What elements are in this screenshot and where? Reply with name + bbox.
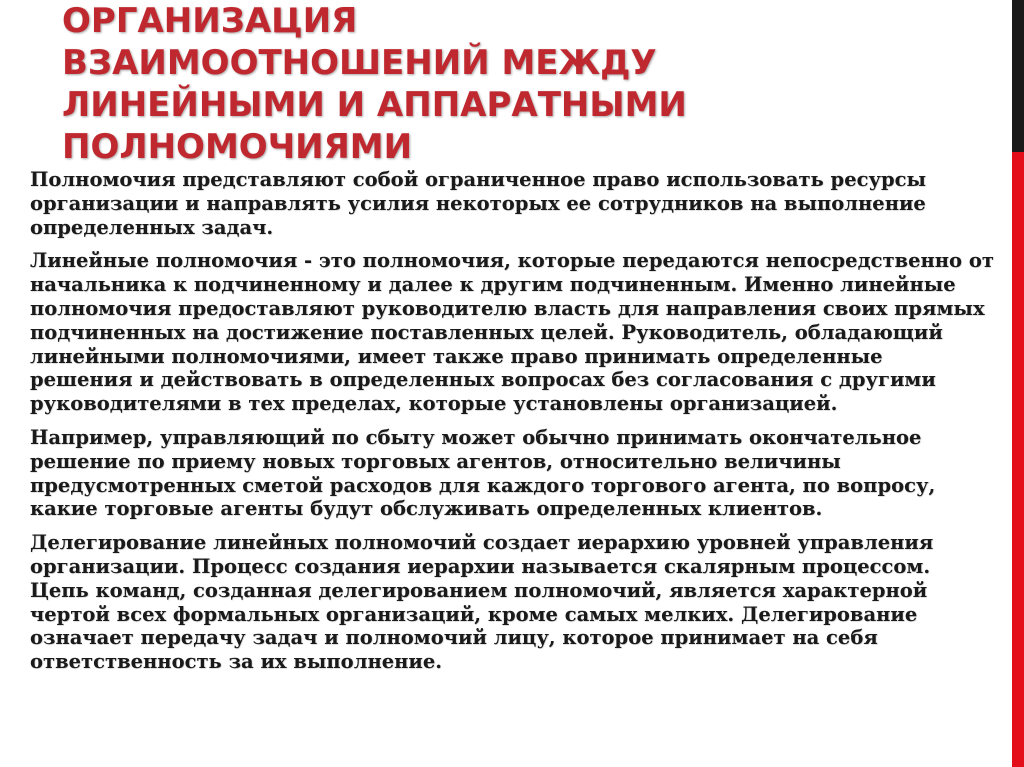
text-line: организации. Процесс создания иерархии называется скалярным процессом.: [30, 554, 931, 578]
text-line: полномочия предоставляют руководителю власть для направления своих прямых: [30, 296, 985, 320]
text-line: подчиненных на достижение поставленных целей. Руководитель, обладающий: [30, 320, 943, 344]
paragraph-example: [30, 426, 990, 521]
paragraph-delegation: [30, 531, 990, 674]
text-line: руководителями в тех пределах, которые установлены организацией.: [30, 392, 838, 416]
text-line: ответственность за их выполнение.: [30, 650, 443, 674]
paragraph-authority-definition: [30, 168, 990, 239]
title-line: ЛИНЕЙНЫМИ И АППАРАТНЫМИ: [62, 85, 687, 125]
text-line: Делегирование линейных полномочий создает иерархию уровней управления: [30, 531, 934, 555]
text-line: Цепь команд, созданная делегированием полномочий, является характерной: [30, 578, 928, 602]
text-line: предусмотренных сметой расходов для каждого торгового агента, по вопросу,: [30, 473, 936, 497]
text-line: организации и направлять усилия некоторых ее сотрудников на выполнение: [30, 191, 926, 215]
text-line: решение по приему новых торговых агентов, относительно величины: [30, 449, 841, 473]
title-line: ВЗАИМООТНОШЕНИЙ МЕЖДУ: [62, 43, 657, 83]
text-line: какие торговые агенты будут обслуживать определенных клиентов.: [30, 497, 823, 521]
text-line: Линейные полномочия - это полномочия, которые передаются непосредственно от: [30, 249, 994, 273]
text-line: решения и действовать в определенных вопросах без согласования с другими: [30, 368, 936, 392]
slide-body: [30, 168, 994, 684]
text-line: начальника к подчиненному и далее к другим подчиненным. Именно линейные: [30, 273, 956, 297]
slide-title: [62, 0, 962, 168]
title-line: ОРГАНИЗАЦИЯ: [62, 1, 358, 41]
text-line: Например, управляющий по сбыту может обычно принимать окончательное: [30, 425, 922, 449]
text-line: означает передачу задач и полномочий лицу, которое принимает на себя: [30, 626, 878, 650]
text-line: чертой всех формальных организаций, кроме самых мелких. Делегирование: [30, 602, 918, 626]
text-line: Полномочия представляют собой ограниченное право использовать ресурсы: [30, 168, 927, 191]
text-line: линейными полномочиями, имеет также право принимать определенные: [30, 344, 883, 368]
accent-bar: [1009, 0, 1024, 767]
title-line: ПОЛНОМОЧИЯМИ: [62, 127, 413, 167]
paragraph-line-authority: [30, 249, 994, 416]
text-line: определенных задач.: [30, 215, 274, 239]
